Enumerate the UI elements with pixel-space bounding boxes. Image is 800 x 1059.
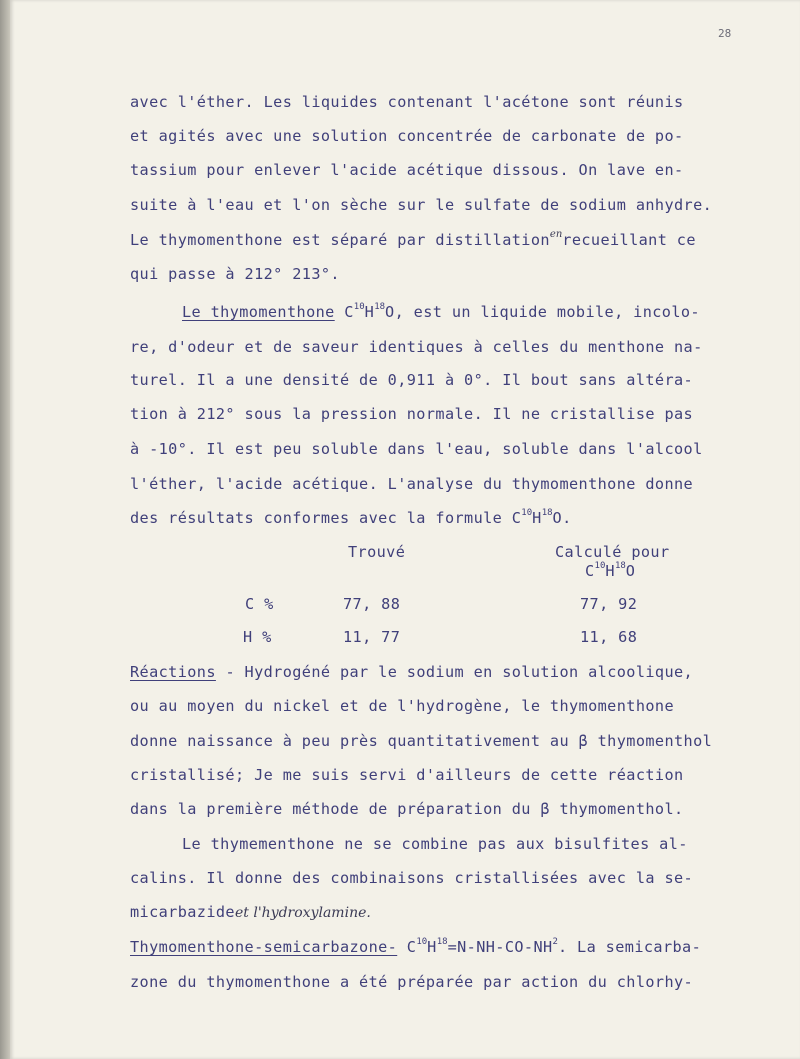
text-line: et agités avec une solution concentrée de carbonate de po- bbox=[130, 127, 684, 145]
section-heading: Réactions bbox=[130, 663, 216, 681]
table-cell: 11, 77 bbox=[343, 628, 401, 646]
section-heading: Thymomenthone-semicarbazone- bbox=[130, 938, 398, 956]
text-line: tion à 212° sous la pression normale. Il ne cristallise pas bbox=[130, 405, 694, 423]
page-binding bbox=[0, 0, 10, 1059]
table-header-calc: Calculé pour bbox=[555, 543, 670, 561]
text-line: donne naissance à peu près quantitativement au β thymomenthol bbox=[130, 732, 713, 750]
text-line: Le thymomenthone est séparé par distillation$^{en}$recueillant ce bbox=[130, 229, 696, 249]
text-line: micarbazideet l'hydroxylamine. bbox=[130, 903, 371, 921]
text-line: zone du thymomenthone a été préparée par action du chlorhy- bbox=[130, 973, 694, 991]
table-row-label: C % bbox=[245, 595, 274, 613]
text-line: dans la première méthode de préparation du β thymomenthol. bbox=[130, 800, 684, 818]
text-line: à -10°. Il est peu soluble dans l'eau, soluble dans l'alcool bbox=[130, 440, 703, 458]
page-number: 28 bbox=[718, 27, 732, 40]
text-line: tassium pour enlever l'acide acétique dissous. On lave en- bbox=[130, 161, 684, 179]
table-row-label: H % bbox=[243, 628, 272, 646]
text-line: des résultats conformes avec la formule $C^{10}H^{18}O$. bbox=[130, 508, 572, 527]
text-line: Réactions - Hydrogéné par le sodium en solution alcoolique, bbox=[130, 663, 694, 681]
table-cell: 77, 88 bbox=[343, 595, 401, 613]
table-cell: 11, 68 bbox=[580, 628, 638, 646]
document-page bbox=[10, 0, 800, 1059]
text-line: calins. Il donne des combinaisons cristallisées avec la se- bbox=[130, 869, 694, 887]
text-line: ou au moyen du nickel et de l'hydrogène, le thymomenthone bbox=[130, 697, 674, 715]
section-heading: Le thymomenthone bbox=[182, 303, 335, 321]
table-header-calc-formula: $C^{10}H^{18}O$ bbox=[585, 561, 636, 580]
text-line: Le thymementhone ne se combine pas aux bisulfites al- bbox=[182, 835, 688, 853]
text-line: re, d'odeur et de saveur identiques à celles du menthone na- bbox=[130, 338, 703, 356]
text-line: suite à l'eau et l'on sèche sur le sulfate de sodium anhydre. bbox=[130, 196, 713, 214]
handwritten-addition: et l'hydroxylamine. bbox=[234, 905, 371, 921]
text-line: avec l'éther. Les liquides contenant l'acétone sont réunis bbox=[130, 93, 684, 111]
handwritten-insertion: en bbox=[549, 229, 563, 240]
text-line: turel. Il a une densité de 0,911 à 0°. Il bout sans altéra- bbox=[130, 371, 694, 389]
text-line: Le thymomenthone $C^{10}H^{18}O$, est un liquide mobile, incolo- bbox=[182, 302, 700, 321]
table-header-found: Trouvé bbox=[348, 543, 406, 561]
text-line: Thymomenthone-semicarbazone- $C^{10}H^{18}=N-NH-CO-NH^2$. La semicarba- bbox=[130, 937, 702, 956]
table-cell: 77, 92 bbox=[580, 595, 638, 613]
text-line: l'éther, l'acide acétique. L'analyse du thymomenthone donne bbox=[130, 475, 694, 493]
text-line: qui passe à 212° 213°. bbox=[130, 265, 340, 283]
text-line: cristallisé; Je me suis servi d'ailleurs de cette réaction bbox=[130, 766, 684, 784]
